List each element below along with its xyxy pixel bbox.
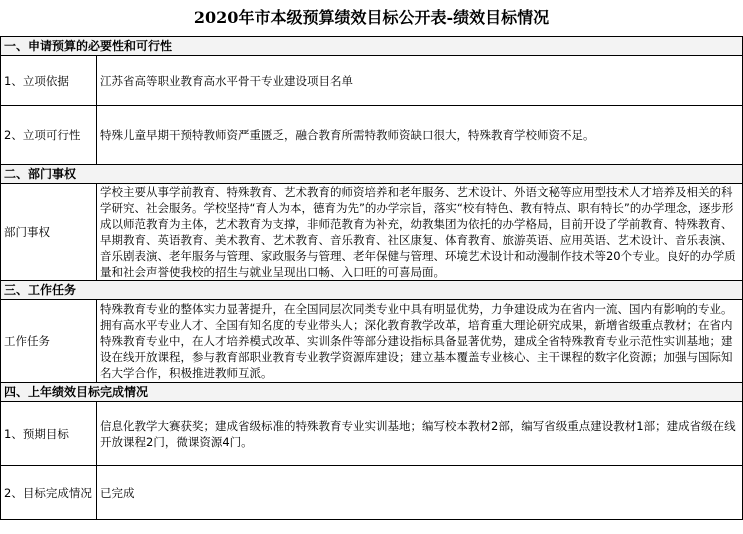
page-title: 2020年市本级预算绩效目标公开表-绩效目标情况 [193, 8, 550, 27]
section-lastyear-heading: 四、上年绩效目标完成情况 [1, 383, 743, 402]
section-authority-heading: 二、部门事权 [1, 165, 743, 184]
completion-label: 2、目标完成情况 [1, 466, 97, 520]
table-row [1, 466, 743, 520]
feasibility-value: 特殊儿童早期干预特教师资严重匮乏，融合教育所需特教师资缺口很大，特殊教育学校师资不足。 [97, 106, 743, 165]
table-row [1, 106, 743, 165]
performance-table [0, 36, 743, 520]
section-row [1, 165, 743, 184]
tasks-value: 特殊教育专业的整体实力显著提升，在全国同层次同类专业中具有明显优势，力争建设成为在省内一流、国内有影响的专业。拥有高水平专业人才、全国有知名度的专业带头人；深化教育教学改革，培育重大理论研究成果，新增省级重点教材；在省内特殊教育专业中，在人才培养模式改革、实训条件等部分建设指标具备显著优势，建成全省特殊教育专业示范性实训基地；建设在线开放课程，参与教育部职业教育专业教学资源库建设；建立基本覆盖专业核心、主干课程的数字化资源；加强与国际知名大学合作，积极推进教师互派。 [97, 300, 743, 383]
section-tasks-heading: 三、工作任务 [1, 281, 743, 300]
authority-label: 部门事权 [1, 184, 97, 281]
table-row [1, 184, 743, 281]
target-value: 信息化教学大赛获奖；建成省级标准的特殊教育专业实训基地；编写校本教材2部，编写省级重点建设教材1部；建成省级在线开放课程2门，微课资源4门。 [97, 402, 743, 466]
target-label: 1、预期目标 [1, 402, 97, 466]
authority-value: 学校主要从事学前教育、特殊教育、艺术教育的师资培养和老年服务、艺术设计、外语文秘等应用型技术人才培养及相关的科学研究、社会服务。学校坚持“育人为本，德育为先”的办学宗旨，落实“校有特色、教有特点、职有特长”的办学理念，逐步形成以师范教育为主体，艺术教育为支撑，非师范教育为补充，幼教集团为依托的办学格局，目前开设了学前教育、特殊教育、早期教育、英语教育、美术教育、艺术教育、音乐教育、社区康复、体育教育、旅游英语、应用英语、艺术设计、音乐表演、音乐剧表演、老年服务与管理、家政服务与管理、老年保健与管理、环境艺术设计和动漫制作技术等20个专业。良好的办学质量和社会声誉使我校的招生与就业呈现出口畅、入口旺的可喜局面。 [97, 184, 743, 281]
section-row [1, 281, 743, 300]
completion-value: 已完成 [97, 466, 743, 520]
section-necessity-heading: 一、申请预算的必要性和可行性 [1, 37, 743, 56]
table-row [1, 300, 743, 383]
feasibility-label: 2、立项可行性 [1, 106, 97, 165]
table-row [1, 56, 743, 106]
section-row [1, 37, 743, 56]
table-row [1, 402, 743, 466]
tasks-label: 工作任务 [1, 300, 97, 383]
basis-label: 1、立项依据 [1, 56, 97, 106]
section-row [1, 383, 743, 402]
basis-value: 江苏省高等职业教育高水平骨干专业建设项目名单 [97, 56, 743, 106]
